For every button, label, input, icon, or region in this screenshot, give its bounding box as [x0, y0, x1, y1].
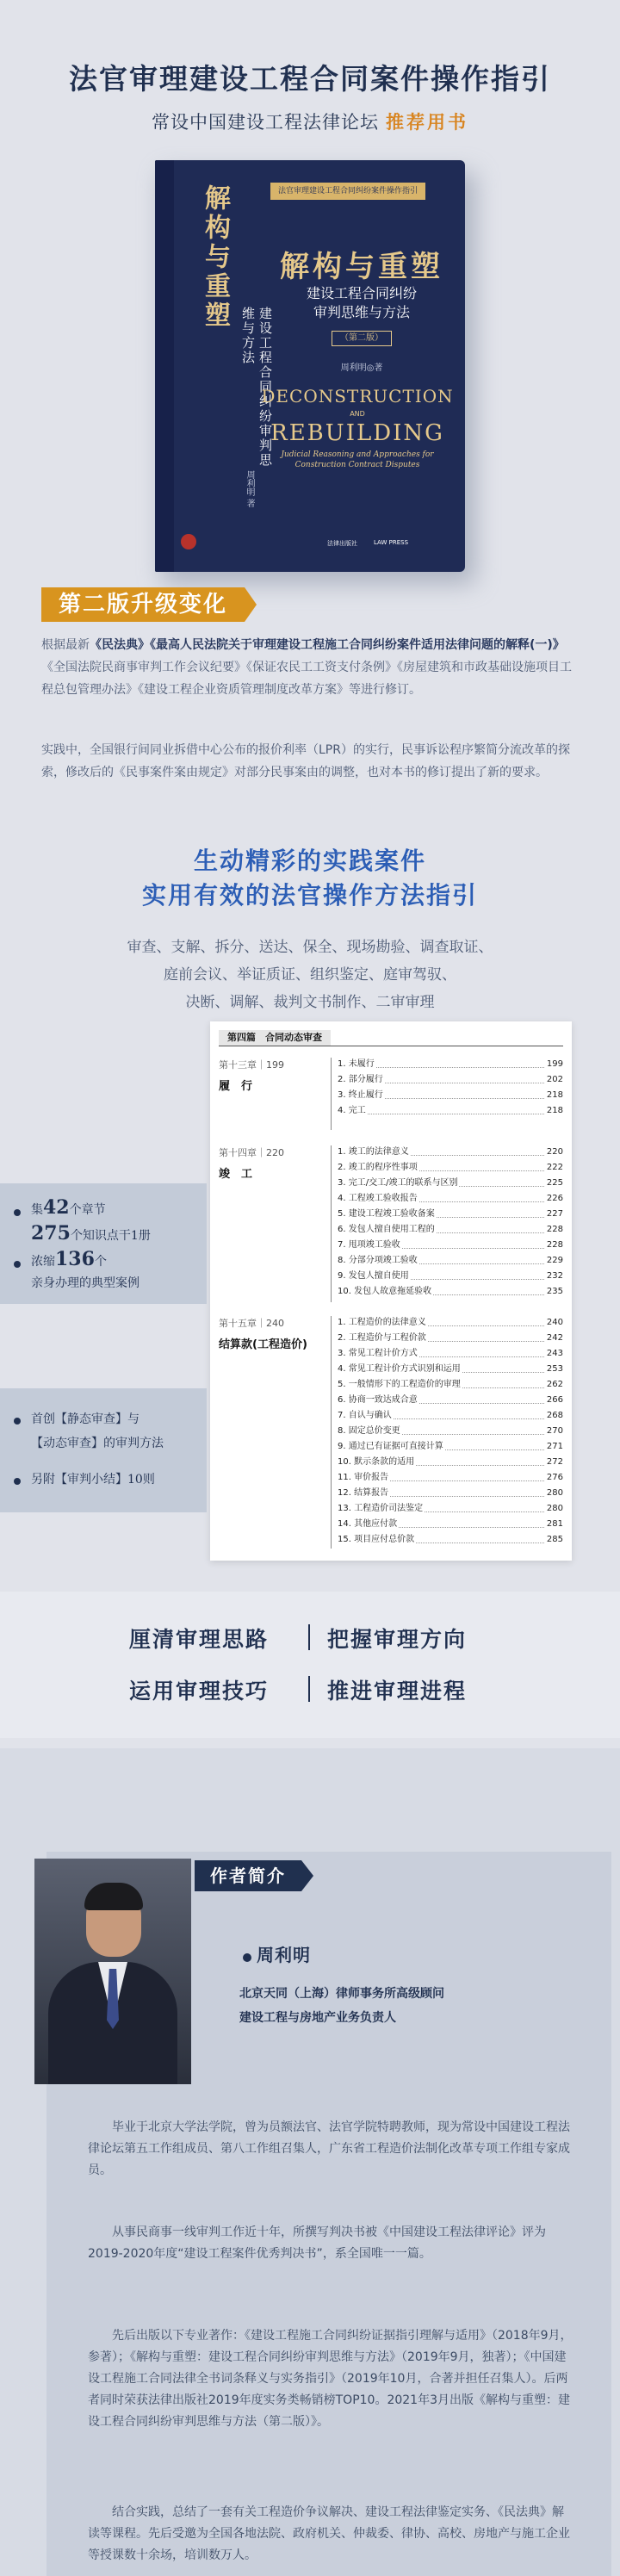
upgrade-paragraph-1 [41, 634, 579, 701]
toc-entry-title: 9. 发包人擅自使用 [338, 1271, 409, 1281]
toc-chapter-label: 第十三章｜199 [219, 1059, 284, 1071]
bullet-icon [243, 1953, 251, 1962]
toc-entry [338, 1378, 563, 1392]
toc-entry-page: 218 [545, 1104, 563, 1118]
stats-callout [0, 1183, 207, 1304]
stats-row [31, 1196, 106, 1219]
book-en-subtitle [250, 450, 465, 470]
author-bio-paragraph: 从事民商事一线审判工作近十年，所撰写判决书被《中国建设工程法律评论》评为2019-2020年度“建设工程案件优秀判决书”，系全国唯一一篇。 [88, 2225, 546, 2261]
author-photo [34, 1859, 191, 2084]
book-cover [155, 160, 465, 572]
method-item: 把握审理方向 [327, 1627, 468, 1652]
toc-entry-title: 4. 常见工程计价方式识别和运用 [338, 1364, 461, 1374]
toc-entry [338, 1456, 563, 1469]
toc-entry-title: 11. 审价报告 [338, 1473, 389, 1482]
toc-entry-title: 3. 常见工程计价方式 [338, 1349, 418, 1358]
toc-entry-title: 7. 甩项竣工验收 [338, 1240, 400, 1250]
practice-tags-line: 庭前会议、举证质证、组织鉴定、庭审驾驭、 [164, 966, 456, 984]
toc-entry-title: 7. 自认与确认 [338, 1411, 392, 1420]
toc-entry-title: 8. 固定总价变更 [338, 1426, 400, 1436]
toc-entry-title: 10. 默示条款的适用 [338, 1457, 415, 1467]
stats-number: 275 [31, 1222, 71, 1245]
toc-chapter-title: 竣 工 [219, 1168, 253, 1181]
author-name: 周利明 [257, 1945, 311, 1965]
book-main-title: 解构与重塑 [280, 250, 443, 284]
toc-entry [338, 1331, 563, 1345]
stats-row [31, 1222, 151, 1245]
practice-tags-line: 决断、调解、裁判文书制作、二审审理 [185, 994, 435, 1011]
toc-entry-title: 8. 分部分项竣工验收 [338, 1256, 418, 1265]
stats-number: 42 [43, 1196, 70, 1219]
toc-entry [338, 1518, 563, 1531]
toc-entry-title: 9. 通过已有证据可直接计算 [338, 1442, 443, 1451]
toc-entry-page: 202 [545, 1073, 563, 1087]
toc-entry [338, 1238, 563, 1252]
toc-entry [338, 1176, 563, 1190]
toc-entry-page: 285 [545, 1533, 563, 1547]
toc-entry-page: 199 [545, 1058, 563, 1071]
book-en-title-1: DECONSTRUCTION [261, 386, 454, 407]
toc-entry [338, 1316, 563, 1330]
toc-entry-page: 232 [545, 1269, 563, 1283]
toc-entry [338, 1285, 563, 1299]
toc-entry-title: 4. 完工 [338, 1106, 366, 1115]
bullet-icon [14, 1418, 21, 1425]
toc-entry-page: 262 [545, 1378, 563, 1392]
toc-chapter-label: 第十四章｜220 [219, 1147, 284, 1158]
stats-row: 亲身办理的典型案例 [31, 1276, 140, 1290]
toc-entry-page: 270 [545, 1425, 563, 1438]
method-item: 运用审理技巧 [129, 1679, 270, 1704]
stats-text: 浓缩 [31, 1255, 55, 1269]
hero-subtitle [0, 109, 620, 134]
author-bio-paragraph: 先后出版以下专业著作：《建设工程施工合同纠纷证据指引理解与适用》（2018年9月，参著）；《解构与重塑：建设工程合同纠纷审判思维与方法》（2019年9月，独著）；《中国建设工程施工合同法律全书词条释义与实务指引》（2019年10月，合著并担任召集人）。后两者同时荣获法律出版社2019年度实务类畅销榜TOP10。2021年3月出版《解构与重塑：建设工程合同纠纷审判思维与方法（第二版）》。 [88, 2329, 573, 2429]
stats-number: 136 [55, 1248, 95, 1270]
toc-entry-title: 1. 未履行 [338, 1059, 375, 1069]
book-spine [155, 160, 174, 572]
method-divider [308, 1676, 310, 1702]
book-vertical-subtitle: 建设工程合同纠纷审判思维与方法 [240, 307, 273, 468]
method-callout [0, 1388, 207, 1512]
book-en-subtitle-line: Judicial Reasoning and Approaches for [281, 450, 434, 459]
toc-entry [338, 1145, 563, 1159]
stats-text: 个知识点干1册 [70, 1229, 151, 1243]
toc-entry-title: 1. 工程造价的法律意义 [338, 1318, 426, 1327]
practice-title-2: 实用有效的法官操作方法指引 [141, 881, 478, 909]
toc-entry [338, 1207, 563, 1221]
toc-entry [338, 1192, 563, 1206]
toc-entry-title: 10. 发包人故意拖延验收 [338, 1287, 432, 1296]
toc-entry-title: 15. 项目应付总价款 [338, 1535, 415, 1544]
toc-entry-page: 218 [545, 1089, 563, 1102]
toc-entry [338, 1362, 563, 1376]
toc-entry-page: 243 [545, 1347, 563, 1361]
toc-entry-title: 2. 工程造价与工程价款 [338, 1333, 426, 1343]
method-callout-row: 【动态审查】的审判方法 [31, 1437, 164, 1450]
toc-chapter-title: 结算款(工程造价) [219, 1338, 307, 1351]
toc-entry-page: 242 [545, 1331, 563, 1345]
toc-entry-page: 226 [545, 1192, 563, 1206]
bullet-icon [14, 1478, 21, 1485]
method-item: 推进审理进程 [327, 1679, 468, 1704]
recommend-highlight: 推荐用书 [386, 112, 468, 133]
toc-entry-page: 268 [545, 1409, 563, 1423]
hero-subtitle-text: 常设中国建设工程法律论坛 [152, 112, 379, 133]
upgrade-p1-rest: 《全国法院民商事审判工作会议纪要》《保证农民工工资支付条例》《房屋建筑和市政基础设施项目工程总包管理办法》《建设工程企业资质管理制度改革方案》等进行修订。 [41, 661, 572, 697]
toc-entry-title: 2. 竣工的程序性事项 [338, 1163, 418, 1172]
toc-entry-page: 240 [545, 1316, 563, 1330]
toc-entry-title: 5. 建设工程竣工验收备案 [338, 1209, 435, 1219]
toc-chapter-label: 第十五章｜240 [219, 1318, 284, 1329]
upgrade-paragraph-2: 实践中，全国银行间同业拆借中心公布的报价利率（LPR）的实行，民事诉讼程序繁简分流改革的探索，修改后的《民事案件案由规定》对部分民事案由的调整，也对本书的修订提出了新的要求。 [41, 743, 570, 779]
toc-entry [338, 1394, 563, 1407]
toc-entry [338, 1440, 563, 1454]
practice-title-1: 生动精彩的实践案件 [193, 847, 426, 875]
method-divider [308, 1624, 310, 1650]
upgrade-p1-bold: 《民法典》《最高人民法院关于审理建设工程施工合同纠纷案件适用法律问题的解释(一)》 [90, 638, 565, 652]
toc-header: 第四篇 合同动态审查 [219, 1030, 331, 1046]
toc-entry-title: 3. 终止履行 [338, 1090, 383, 1100]
toc-entry-page: 220 [545, 1145, 563, 1159]
book-en-title-2: REBUILDING [270, 420, 444, 446]
toc-entry [338, 1089, 563, 1102]
toc-entry-title: 6. 发包人擅自使用工程的 [338, 1225, 435, 1234]
toc-entry [338, 1269, 563, 1283]
toc-entry [338, 1533, 563, 1547]
author-position: 北京天同（上海）律师事务所高级顾问 [239, 1987, 444, 2001]
stats-text: 集 [31, 1203, 43, 1217]
page-title: 法官审理建设工程合同案件操作指引 [69, 62, 551, 96]
stats-text: 个章节 [69, 1203, 106, 1217]
bullet-icon [14, 1209, 21, 1216]
book-subtitle-line: 建设工程合同纠纷 [306, 285, 417, 301]
book-edition: （第二版） [332, 331, 392, 346]
book-subtitle-line: 审判思维与方法 [313, 304, 410, 320]
stats-row [31, 1248, 107, 1270]
author-intro-tab: 作者简介 [195, 1860, 301, 1891]
toc-chapter-bar [331, 1058, 332, 1130]
toc-entry [338, 1104, 563, 1118]
book-vertical-author: 周利明 著 [245, 470, 254, 508]
toc-entry [338, 1409, 563, 1423]
author-bio-paragraph: 毕业于北京大学法学院，曾为员额法官、法官学院特聘教师，现为常设中国建设工程法律论坛第五工作组成员、第八工作组召集人，广东省工程造价法制化改革专项工作组专家成员。 [88, 2120, 570, 2177]
toc-chapter-title: 履 行 [219, 1080, 253, 1093]
book-en-and: AND [350, 410, 365, 418]
publisher-seal-icon [181, 534, 196, 549]
toc-entry-page: 271 [545, 1440, 563, 1454]
book-vertical-title: 解构与重塑 [200, 184, 230, 331]
toc-entry [338, 1347, 563, 1361]
toc-entry-page: 281 [545, 1518, 563, 1531]
toc-entry [338, 1254, 563, 1268]
stats-text: 个 [94, 1255, 107, 1269]
toc-entry [338, 1471, 563, 1485]
toc-entry-page: 280 [545, 1502, 563, 1516]
toc-chapter-bar [331, 1145, 332, 1302]
toc-entry-page: 266 [545, 1394, 563, 1407]
upgrade-badge: 第二版升级变化 [41, 587, 245, 622]
toc-entry-page: 222 [545, 1161, 563, 1175]
toc-entry-page: 228 [545, 1238, 563, 1252]
book-publisher: 法律出版社 [327, 540, 357, 547]
method-callout-row: 首创【静态审查】与 [31, 1412, 140, 1426]
toc-entry-page: 227 [545, 1207, 563, 1221]
toc-entry [338, 1073, 563, 1087]
book-publisher-en: LAW PRESS [374, 539, 409, 546]
table-of-contents [210, 1021, 572, 1561]
method-item: 厘清审理思路 [129, 1627, 270, 1652]
toc-entry-title: 5. 一般情形下的工程造价的审理 [338, 1380, 461, 1389]
toc-entry [338, 1425, 563, 1438]
toc-entry-page: 272 [545, 1456, 563, 1469]
toc-entry-title: 12. 结算报告 [338, 1488, 389, 1498]
book-author: 周利明◎著 [340, 363, 383, 373]
method-section [0, 1592, 620, 1738]
upgrade-p1-prefix: 根据最新 [41, 638, 90, 652]
toc-entry-title: 6. 协商一致达成合意 [338, 1395, 418, 1405]
toc-entry [338, 1487, 563, 1500]
toc-entry-page: 235 [545, 1285, 563, 1299]
toc-entry [338, 1058, 563, 1071]
toc-entry-page: 228 [545, 1223, 563, 1237]
book-tag: 法官审理建设工程合同纠纷案件操作指引 [270, 183, 425, 200]
toc-entry-title: 13. 工程造价司法鉴定 [338, 1504, 424, 1513]
toc-entry-title: 3. 完工/交工/竣工的联系与区别 [338, 1178, 458, 1188]
method-callout-row: 另附【审判小结】10则 [31, 1473, 155, 1487]
author-bio-paragraph: 结合实践，总结了一套有关工程造价争议解决、建设工程法律鉴定实务、《民法典》解读等课程。先后受邀为全国各地法院、政府机关、仲裁委、律协、高校、房地产与施工企业等授课数十余场，培训数万人。 [88, 2505, 570, 2562]
toc-entry-page: 225 [545, 1176, 563, 1190]
toc-entry-page: 253 [545, 1362, 563, 1376]
toc-entry-title: 2. 部分履行 [338, 1075, 383, 1084]
toc-entry-title: 4. 工程竣工验收报告 [338, 1194, 418, 1203]
author-position: 建设工程与房地产业务负责人 [239, 2011, 396, 2025]
toc-entry-page: 280 [545, 1487, 563, 1500]
toc-chapter-bar [331, 1316, 332, 1549]
toc-entry-title: 14. 其他应付款 [338, 1519, 398, 1529]
toc-entry [338, 1502, 563, 1516]
author-photo-hair [84, 1883, 143, 1910]
practice-tags-line: 审查、支解、拆分、送达、保全、现场勘验、调查取证、 [127, 939, 493, 956]
toc-entry-page: 276 [545, 1471, 563, 1485]
toc-entry-title: 1. 竣工的法律意义 [338, 1147, 409, 1157]
toc-entry [338, 1223, 563, 1237]
book-subtitle [267, 284, 456, 322]
bullet-icon [14, 1261, 21, 1268]
book-en-subtitle-line: Construction Contract Disputes [294, 461, 420, 469]
toc-entry-page: 229 [545, 1254, 563, 1268]
toc-entry [338, 1161, 563, 1175]
